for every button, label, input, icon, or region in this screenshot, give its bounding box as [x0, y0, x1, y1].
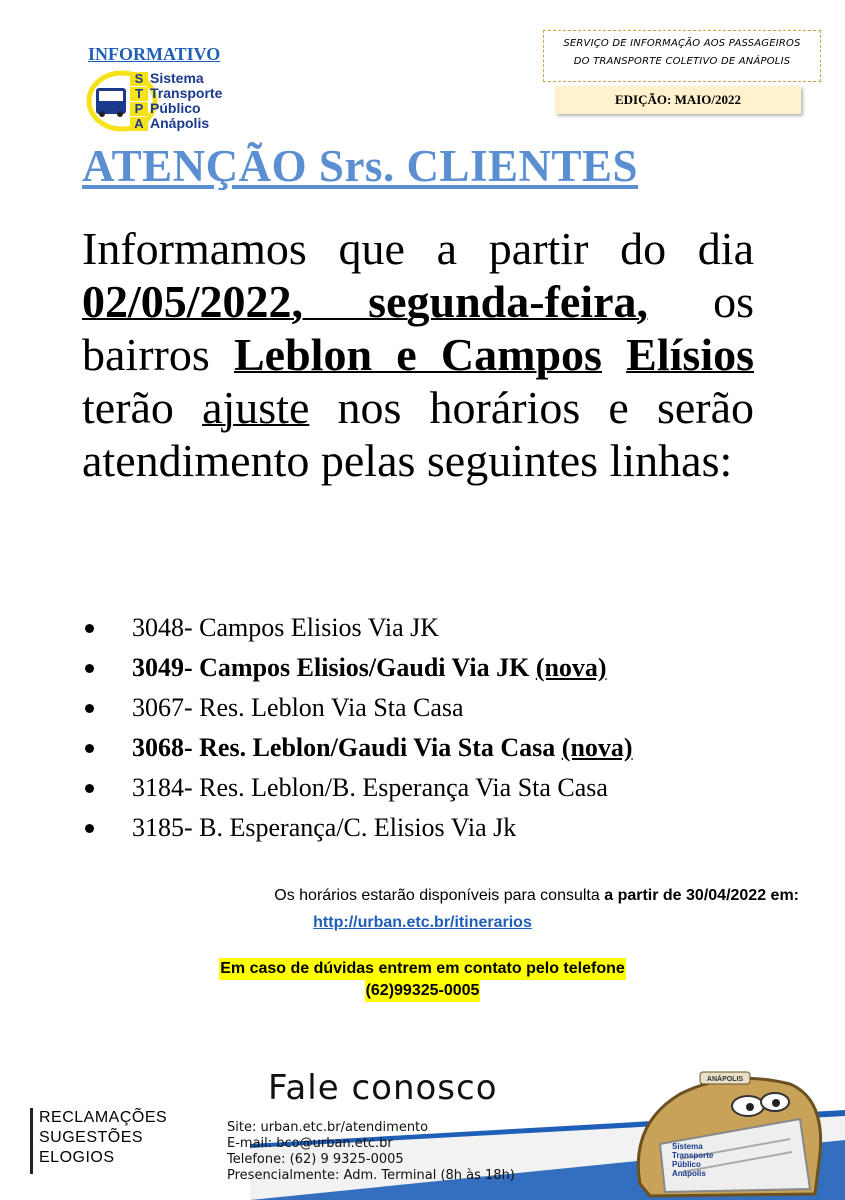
logo-letter-a: A — [130, 117, 148, 131]
contact-line: Em caso de dúvidas entrem em contato pelo telefone — [219, 958, 626, 980]
fale-conosco-title: Fale conosco — [268, 1068, 498, 1108]
line-text: 3048- Campos Elisios Via JK — [132, 613, 440, 642]
list-item — [82, 608, 802, 648]
notice-part-1: Informamos que a partir do dia — [82, 223, 754, 274]
new-line-tag: (nova) — [561, 733, 633, 762]
notice-part-4: nos horários e serão atendimento pelas seguintes linhas: — [82, 382, 755, 486]
bullet-icon — [85, 744, 94, 753]
feedback-reclamacoes: RECLAMAÇÕES — [39, 1109, 168, 1126]
service-info-box — [543, 30, 821, 82]
bus-line-list — [82, 608, 802, 848]
contact-email[interactable]: E-mail: bco@urban.etc.br — [227, 1136, 393, 1151]
bus-logo-transporte: Transporte — [672, 1151, 714, 1160]
logo-letter-p: P — [130, 102, 148, 116]
feedback-categories — [30, 1108, 215, 1174]
list-item — [82, 688, 802, 728]
itinerary-link[interactable]: http://urban.etc.br/itinerarios — [313, 914, 532, 931]
logo-words — [150, 71, 222, 131]
contact-highlight — [0, 958, 845, 1002]
contact-in-person: Presencialmente: Adm. Terminal (8h às 18h) — [227, 1168, 515, 1183]
informativo-label: INFORMATIVO — [88, 44, 221, 64]
notice-neighborhoods-a: Leblon e Campos — [233, 329, 602, 380]
notice-paragraph — [82, 222, 754, 487]
logo-letter-t: T — [130, 87, 148, 101]
line-text: 3068- Res. Leblon/Gaudi Via Sta Casa — [132, 733, 562, 762]
contact-site[interactable]: Site: urban.etc.br/atendimento — [227, 1120, 429, 1135]
bus-logo-sistema: Sistema — [672, 1142, 703, 1151]
bus-logo-anapolis: Anápolis — [672, 1169, 706, 1178]
bus-logo — [672, 1142, 713, 1178]
service-line-2: DO TRANSPORTE COLETIVO DE ANÁPOLIS — [573, 56, 791, 67]
line-text: 3185- B. Esperança/C. Elisios Via Jk — [132, 813, 517, 842]
list-item — [82, 808, 802, 848]
new-line-tag: (nova) — [535, 653, 607, 682]
schedule-text: Os horários estarão disponíveis para consulta — [274, 887, 605, 904]
service-line-1: SERVIÇO DE INFORMAÇÃO AOS PASSAGEIROS — [563, 38, 801, 49]
line-text: 3049- Campos Elisios/Gaudi Via JK — [132, 653, 536, 682]
bullet-icon — [85, 624, 94, 633]
contact-telephone: Telefone: (62) 9 9325-0005 — [227, 1152, 404, 1167]
logo-word-sistema: Sistema — [150, 70, 204, 86]
schedule-info — [0, 887, 845, 905]
bullet-icon — [85, 784, 94, 793]
page-title: ATENÇÃO Srs. CLIENTES — [82, 141, 639, 191]
logo-letter-s: S — [130, 72, 148, 86]
notice-part-2: os bairros — [82, 276, 754, 380]
feedback-elogios: ELOGIOS — [39, 1149, 115, 1166]
bus-sign: ANÁPOLIS — [706, 1076, 744, 1083]
notice-part-3: terão — [82, 382, 203, 433]
feedback-sugestoes: SUGESTÕES — [39, 1129, 144, 1146]
notice-neighborhoods-b: Elísios — [626, 329, 754, 380]
contact-phone: (62)99325-0005 — [365, 980, 481, 1002]
logo-word-anapolis: Anápolis — [150, 115, 210, 131]
list-item — [82, 728, 802, 768]
logo-word-publico: Público — [150, 100, 201, 116]
schedule-date: a partir de 30/04/2022 em: — [604, 887, 799, 904]
bus-mascot-illustration — [620, 1064, 830, 1200]
logo-word-transporte: Transporte — [150, 85, 223, 101]
bullet-icon — [85, 824, 94, 833]
bullet-icon — [85, 704, 94, 713]
list-item — [82, 648, 802, 688]
contact-details — [227, 1120, 515, 1184]
notice-date: 02/05/2022, segunda-feira, — [82, 276, 648, 327]
bullet-icon — [85, 664, 94, 673]
notice-ajuste: ajuste — [202, 382, 310, 433]
edition-badge: EDIÇÃO: MAIO/2022 — [555, 86, 801, 114]
line-text: 3067- Res. Leblon Via Sta Casa — [132, 693, 464, 722]
list-item — [82, 768, 802, 808]
line-text: 3184- Res. Leblon/B. Esperança Via Sta Casa — [132, 773, 608, 802]
logo-letters — [130, 72, 148, 132]
bus-logo-publico: Público — [672, 1160, 701, 1169]
